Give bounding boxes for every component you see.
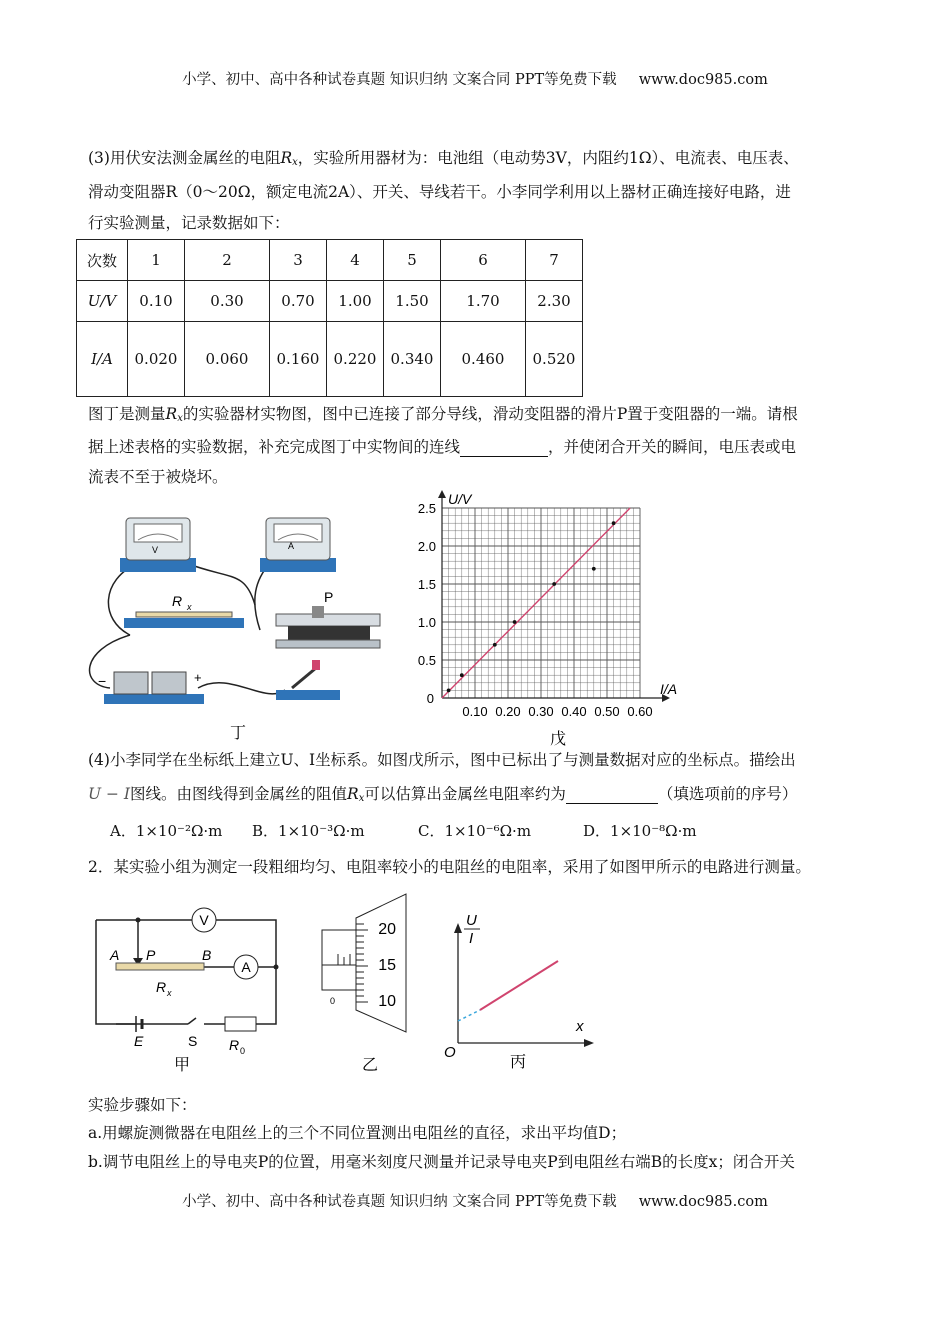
svg-text:10: 10 (378, 993, 396, 1010)
x-tick-label: 0.20 (495, 704, 521, 719)
rheostat (276, 589, 380, 648)
option-b[interactable]: B．1×10⁻³Ω·m (252, 822, 365, 840)
q3-line2: 滑动变阻器R（0～20Ω，额定电流2A）、开关、导线若干。小李同学利用以上器材正确连接好电路，进 (88, 183, 791, 201)
svg-text:0: 0 (330, 996, 336, 1006)
page-header: 小学、初中、高中各种试卷真题 知识归纳 文案合同 PPT等免费下载 www.doc985.com (182, 72, 768, 88)
data-table (76, 239, 583, 397)
wire (255, 563, 270, 630)
answer-blank-2[interactable] (566, 787, 658, 804)
data-point (552, 582, 556, 586)
wire (198, 683, 285, 694)
svg-text:+: + (194, 670, 202, 685)
q4-line2: U − I图线。由图线得到金属丝的阻值Rx可以估算出金属丝电阻率约为 （填选项前的序号） (88, 785, 798, 804)
fig-jia-caption: 甲 (174, 1057, 191, 1074)
y-tick-label: 2.5 (417, 501, 436, 516)
svg-text:20: 20 (378, 921, 396, 938)
svg-text:I: I (469, 930, 474, 947)
apparatus-figure (80, 510, 400, 745)
svg-text:R: R (171, 593, 183, 609)
svg-text:−: − (98, 673, 107, 689)
svg-text:x: x (576, 1018, 584, 1035)
option-d[interactable]: D．1×10⁻⁸Ω·m (583, 822, 697, 840)
battery (98, 670, 204, 704)
row-current: I/A 0.020 0.060 0.160 0.220 0.340 0.460 0.520 (77, 322, 583, 397)
data-point (493, 643, 497, 647)
q3-line3: 行实验测量，记录数据如下： (88, 214, 290, 232)
y-tick-label: 2.0 (417, 539, 436, 554)
answer-blank-1[interactable] (460, 440, 548, 457)
y-tick-label: 1.0 (417, 615, 436, 630)
row-voltage: U/V 0.10 0.30 0.70 1.00 1.50 1.70 2.30 (77, 281, 583, 322)
svg-text:x: x (167, 988, 172, 998)
svg-text:A: A (110, 947, 120, 963)
option-c[interactable]: C．1×10⁻⁶Ω·m (418, 822, 532, 840)
q3-line1: (3)用伏安法测金属丝的电阻Rx，实验所用器材为：电池组（电动势3V，内阻约1Ω）、电流表、电压表、 (88, 149, 799, 168)
svg-text:0: 0 (240, 1046, 246, 1056)
switch (276, 660, 340, 700)
x-tick-label: 0.40 (561, 704, 587, 719)
data-point (513, 620, 517, 624)
q4-line1: (4)小李同学在坐标纸上建立U、I坐标系。如图戊所示，图中已标出了与测量数据对应的坐标点。描绘出 (88, 751, 796, 769)
data-point (612, 521, 616, 525)
para-fig-ding-1: 图丁是测量Rx的实验器材实物图，图中已连接了部分导线，滑动变阻器的滑片P置于变阻器的一端。请根 (88, 405, 798, 424)
svg-text:A: A (241, 959, 251, 975)
u-over-i-graph (440, 905, 600, 1075)
wire (186, 563, 255, 605)
x-tick-label: 0.50 (594, 704, 620, 719)
data-point (447, 689, 451, 693)
svg-text:U: U (466, 912, 477, 929)
q2-text: 2．某实验小组为测定一段粗细均匀、电阻率较小的电阻丝的电阻率，采用了如图甲所示的电路进行测量。 (88, 858, 811, 876)
page-footer: 小学、初中、高中各种试卷真题 知识归纳 文案合同 PPT等免费下载 www.doc985.com (182, 1194, 768, 1210)
ammeter (260, 518, 336, 572)
data-point (592, 567, 596, 571)
circuit-figure (88, 900, 293, 1075)
x-tick-label: 0.10 (462, 704, 488, 719)
resistance-wire (124, 593, 244, 628)
voltmeter-label: V (151, 545, 159, 555)
ammeter-label: A (287, 541, 295, 551)
option-a[interactable]: A．1×10⁻²Ω·m (110, 822, 223, 840)
micrometer-figure (318, 890, 418, 1075)
fit-line (442, 508, 630, 698)
svg-text:O: O (444, 1044, 456, 1061)
svg-text:P: P (324, 589, 334, 605)
svg-text:R: R (156, 979, 167, 995)
data-point (460, 673, 464, 677)
x-tick-label: 0.30 (528, 704, 554, 719)
y-axis-arrow (438, 490, 446, 498)
svg-text:15: 15 (378, 957, 396, 974)
fig-bing-caption: 丙 (510, 1054, 527, 1071)
para-fig-ding-3: 流表不至于被烧坏。 (88, 468, 228, 486)
r0-resistor (225, 1017, 256, 1031)
step-b: b.调节电阻丝上的导电夹P的位置，用毫米刻度尺测量并记录导电夹P到电阻丝右端B的长度x；闭合开关 (88, 1153, 795, 1171)
fig-wu-caption: 戊 (550, 731, 567, 748)
svg-text:E: E (134, 1033, 144, 1049)
y-tick-label: 0.5 (417, 653, 436, 668)
fig-yi-caption: 乙 (362, 1057, 379, 1074)
svg-text:R: R (229, 1037, 240, 1053)
steps-title: 实验步骤如下： (88, 1096, 197, 1114)
y-tick-label: 1.5 (417, 577, 436, 592)
voltmeter (120, 518, 196, 572)
fig-ding-caption: 丁 (230, 725, 247, 742)
svg-text:V: V (199, 912, 209, 928)
x-axis-label: I/A (660, 681, 678, 697)
site-link[interactable]: www.doc985.com (638, 72, 768, 88)
svg-text:S: S (188, 1033, 198, 1049)
y-axis-label: U/V (448, 491, 472, 507)
svg-text:P: P (146, 947, 156, 963)
svg-text:B: B (202, 947, 212, 963)
step-a: a.用螺旋测微器在电阻丝上的三个不同位置测出电阻丝的直径，求出平均值D； (88, 1124, 627, 1142)
x-tick-label: 0.60 (627, 704, 653, 719)
resistance-wire (116, 963, 204, 970)
svg-text:x: x (187, 602, 192, 612)
para-fig-ding-2: 据上述表格的实验数据，补充完成图丁中实物间的连线 ，并使闭合开关的瞬间，电压表或电 (88, 438, 797, 456)
site-link[interactable]: www.doc985.com (638, 1194, 768, 1210)
origin-label: 0 (426, 691, 434, 706)
row-count: 次数 1 2 3 4 5 6 7 (77, 240, 583, 281)
ui-graph (400, 488, 700, 750)
